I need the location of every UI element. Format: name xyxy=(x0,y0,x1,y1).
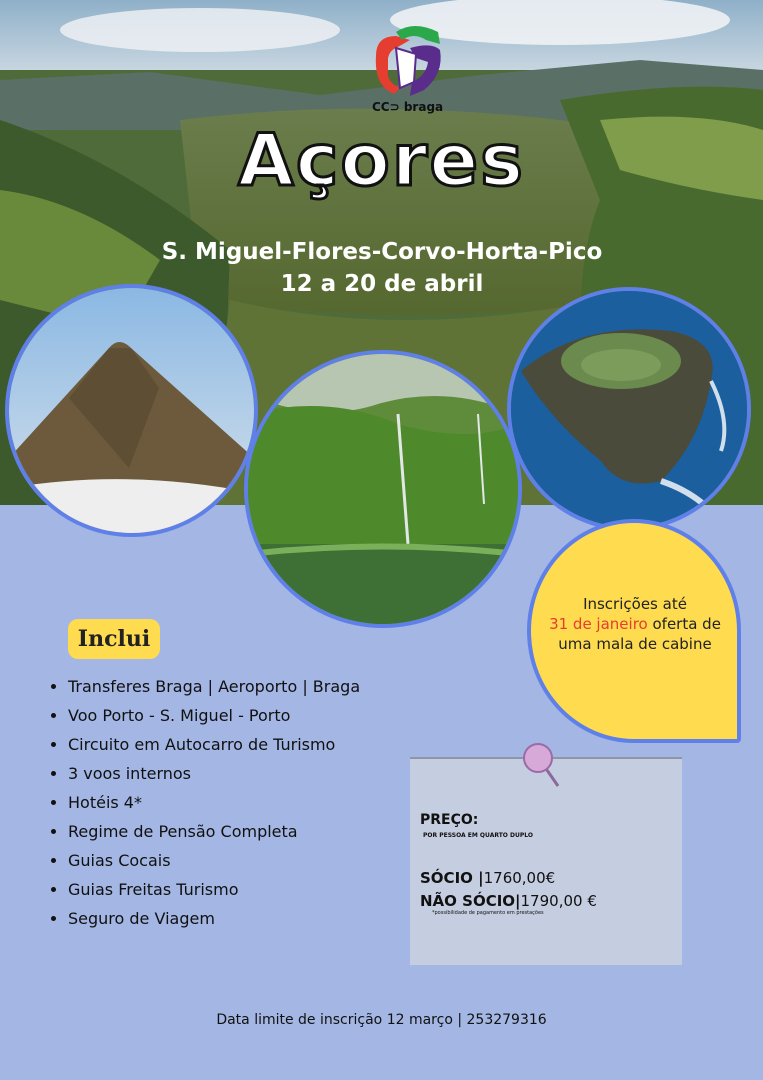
list-item: • Circuito em Autocarro de Turismo xyxy=(68,730,360,759)
list-item: • Hotéis 4* xyxy=(68,788,360,817)
pushpin-icon xyxy=(520,740,564,794)
list-item: • Transferes Braga | Aeroporto | Braga xyxy=(68,672,360,701)
list-item: • Regime de Pensão Completa xyxy=(68,817,360,846)
nao-socio-price-row xyxy=(420,892,597,910)
photo-corvo-crater xyxy=(507,287,751,531)
nao-socio-value: 1790,00 € xyxy=(520,892,597,910)
price-subheading: POR PESSOA EM QUARTO DUPLO xyxy=(423,832,533,839)
nao-socio-label: NÃO SÓCIO| xyxy=(420,892,521,910)
badge-text xyxy=(540,594,730,654)
includes-list xyxy=(48,672,360,933)
photo-pico-mountain xyxy=(5,284,258,537)
socio-price-row xyxy=(420,869,555,887)
dates-text: 12 a 20 de abril xyxy=(280,271,484,297)
photo-flores-waterfalls xyxy=(244,350,522,628)
route-text: S. Miguel-Flores-Corvo-Horta-Pico xyxy=(161,239,603,265)
list-item: • 3 voos internos xyxy=(68,759,360,788)
footer-text: Data limite de inscrição 12 março | 253279316 xyxy=(216,1012,547,1028)
page-title: Açores xyxy=(237,118,526,202)
socio-value: 1760,00€ xyxy=(483,869,556,887)
logo-text: CC⊃ braga xyxy=(372,100,444,114)
list-item: • Seguro de Viagem xyxy=(68,904,360,933)
price-footnote: *possibilidade de pagamento em prestações xyxy=(432,910,544,916)
badge-highlight: 31 de janeiro xyxy=(549,615,648,633)
badge-line1: Inscrições até xyxy=(583,595,687,613)
badge-rest: oferta de uma mala de cabine xyxy=(558,615,721,653)
socio-label: SÓCIO | xyxy=(420,869,484,887)
price-heading: PREÇO: xyxy=(420,812,479,828)
list-item: • Voo Porto - S. Miguel - Porto xyxy=(68,701,360,730)
includes-label: Inclui xyxy=(68,619,160,659)
ccd-logo xyxy=(366,18,446,118)
list-item: • Guias Freitas Turismo xyxy=(68,875,360,904)
list-item: • Guias Cocais xyxy=(68,846,360,875)
